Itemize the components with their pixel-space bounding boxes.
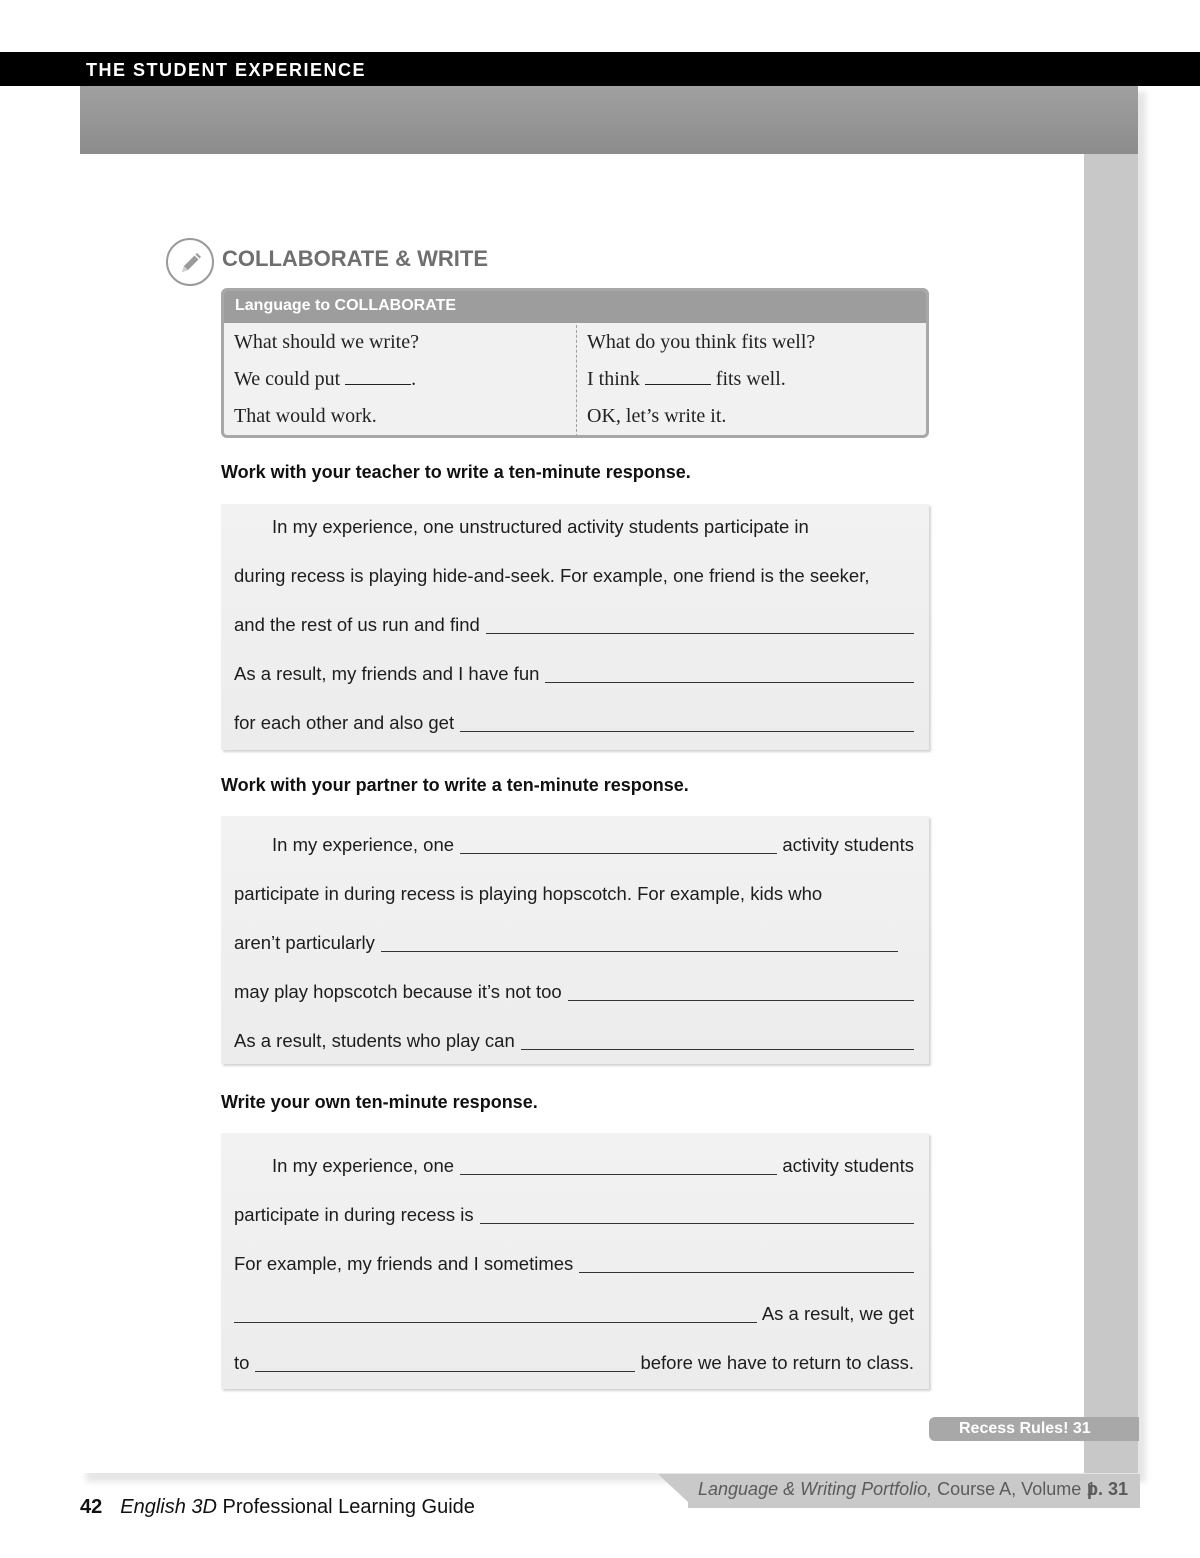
footer-book-subtitle: Professional Learning Guide [216, 1496, 475, 1518]
line-text: participate in during recess is playing hopscotch. For example, kids who [234, 883, 823, 904]
line-text: for each other and also get [234, 712, 455, 733]
pencil-icon [166, 238, 214, 286]
line-text: For example, my friends and I sometimes [234, 1253, 574, 1274]
write-in-blank[interactable] [579, 1272, 914, 1273]
line-text: aren’t particularly [234, 932, 375, 953]
frame-blank [345, 368, 411, 385]
instruction-teacher: Work with your teacher to write a ten-minute response. [221, 462, 691, 482]
response-line [234, 1346, 914, 1376]
page-footer [80, 1496, 475, 1519]
footer-book-title: English 3D [120, 1496, 217, 1518]
frame-suffix: . [411, 368, 417, 390]
response-line [234, 657, 914, 687]
line-text: In my experience, one [272, 1155, 455, 1176]
line-text: and the rest of us run and find [234, 614, 480, 635]
line-text: As a result, students who play can [234, 1030, 515, 1051]
response-line [234, 706, 914, 736]
banner-title: THE STUDENT EXPERIENCE [86, 60, 367, 80]
portfolio-tab-fold [658, 1474, 688, 1502]
response-line [234, 510, 914, 540]
section-title: COLLABORATE & WRITE [222, 246, 489, 271]
line-text: during recess is playing hide-and-seek. For example, one friend is the seeker, [234, 565, 870, 586]
response-line [234, 1297, 914, 1327]
language-frame: What do you think fits well? [587, 331, 816, 353]
response-box-partner [221, 816, 929, 1064]
response-line [234, 1198, 914, 1228]
line-text: As a result, my friends and I have fun [234, 663, 540, 684]
write-in-blank[interactable] [460, 1174, 777, 1175]
frame-text: I think [587, 368, 640, 390]
response-line [234, 828, 914, 858]
language-frame: What should we write? [234, 331, 419, 353]
portfolio-reference-tab [688, 1474, 1140, 1508]
write-in-blank[interactable] [486, 633, 914, 634]
response-line [234, 559, 914, 589]
response-line [234, 1247, 914, 1277]
line-text: As a result, we get [761, 1303, 914, 1324]
write-in-blank[interactable] [568, 1000, 914, 1001]
line-text: may play hopscotch because it’s not too [234, 981, 562, 1002]
language-column-left [224, 325, 574, 437]
language-frame: OK, let’s write it. [587, 405, 727, 427]
response-box-own [221, 1133, 929, 1389]
page-header-band [80, 86, 1138, 154]
language-frame [577, 362, 926, 399]
language-box-heading: Language to COLLABORATE [224, 291, 926, 323]
write-in-blank[interactable] [460, 731, 914, 732]
frame-blank [645, 368, 711, 385]
response-line [234, 608, 914, 638]
line-text: participate in during recess is [234, 1204, 474, 1225]
page-side-strip [1084, 154, 1138, 1473]
recess-rules-tab: Recess Rules! 31 [929, 1417, 1139, 1441]
language-frame-box [221, 288, 929, 438]
write-in-blank[interactable] [255, 1371, 635, 1372]
write-in-blank[interactable] [460, 853, 777, 854]
language-frame [224, 362, 574, 399]
response-line [234, 975, 914, 1005]
portfolio-title: Language & Writing Portfolio, [698, 1479, 933, 1499]
frame-text: We could put [234, 368, 341, 390]
response-line [234, 1149, 914, 1179]
write-in-blank[interactable] [480, 1223, 914, 1224]
write-in-blank[interactable] [521, 1049, 914, 1050]
instruction-partner: Work with your partner to write a ten-minute response. [221, 775, 689, 795]
line-text: activity students [782, 1155, 914, 1176]
line-text: to [234, 1352, 250, 1373]
language-column-right [576, 325, 926, 437]
response-line [234, 926, 898, 956]
instruction-own: Write your own ten-minute response. [221, 1092, 538, 1112]
response-line [234, 1024, 914, 1054]
write-in-blank[interactable] [381, 951, 898, 952]
language-frame: That would work. [234, 405, 377, 427]
top-banner [0, 52, 1200, 86]
portfolio-course: Course A, Volume 1 [932, 1479, 1097, 1499]
response-box-teacher [221, 504, 929, 750]
footer-page-number: 42 [80, 1496, 103, 1518]
response-line [234, 877, 914, 907]
line-text: activity students [782, 834, 914, 855]
portfolio-page [80, 86, 1138, 1473]
line-text: In my experience, one unstructured activity students participate in [272, 516, 809, 537]
write-in-blank[interactable] [545, 682, 914, 683]
frame-suffix: fits well. [715, 368, 786, 390]
portfolio-page-ref: p. 31 [1086, 1479, 1128, 1499]
line-text: In my experience, one [272, 834, 455, 855]
line-text: before we have to return to class. [640, 1352, 914, 1373]
write-in-blank[interactable] [234, 1322, 757, 1323]
